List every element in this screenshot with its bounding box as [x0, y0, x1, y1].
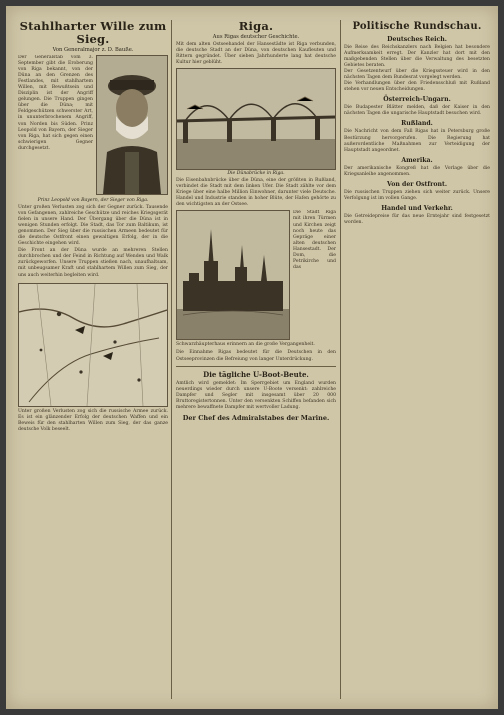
column-middle	[176, 20, 336, 699]
column-rule	[340, 20, 341, 699]
section-heading: Von der Ostfront.	[387, 180, 447, 188]
article-paragraph: Die Verhandlungen über den Friedensschluß mit Rußland stehen vor neuen Entscheidungen.	[344, 81, 490, 93]
article-paragraph: Die Budapester Blätter melden, daß der Kaiser in den nächsten Tagen die ungarische Hauptstadt besuchen wird.	[344, 105, 490, 117]
section-heading: Rußland.	[401, 120, 433, 128]
article-paragraph: Mit dem alten Ostseehandel der Hansestädte ist Riga verbunden, die deutsche Stadt an der Düna, von deutschen Kaufleuten und Rittern gegründet. Über sieben Jahrhunderte lang hat deutsche Kultur hier geblüht.	[176, 42, 336, 66]
article-title: Riga.	[238, 20, 274, 33]
article-paragraph: Der Gesetzentwurf über die Kriegssteuer wird in den nächsten Tagen dem Bundesrat vorgelegt werden.	[344, 69, 490, 81]
section-divider	[176, 366, 336, 367]
section-heading: Österreich-Ungarn.	[383, 96, 451, 104]
article-paragraph: Die Eisenbahnbrücke über die Düna, eine der größten in Rußland, verbindet die Stadt mit dem linken Ufer. Die Stadt zählte vor dem Kriege über eine halbe Million Einwohner, darunter viele Deutsche. Handel und Industrie standen in hoher Blüte, der Hafen gehörte zu den wichtigsten an der Ostsee.	[176, 178, 336, 208]
article-paragraph: Amtlich wird gemeldet: Im Sperrgebiet um England wurden neuerdings wieder durch unsere U-Boote versenkt: zahlreiche Dampfer und Segler mit insgesamt über 20 000 Bruttoregistertonnen. Unter den versenkten Schiffen befanden sich mehrere bewaffnete Dampfer mit wertvoller Ladung.	[176, 380, 336, 410]
article-paragraph: Die Reise des Reichskanzlers nach Belgien hat besondere Aufmerksamkeit erregt. Der Kanzler hat dort mit den maßgebenden Stellen über die Verwaltung des besetzten Gebietes beraten.	[344, 45, 490, 69]
portrait-image	[96, 55, 168, 195]
article-paragraph: Die russischen Truppen ziehen sich weiter zurück. Unsere Verfolgung ist im vollen Gange.	[344, 189, 490, 201]
bridge-caption: Die Dünabrücke in Riga.	[227, 171, 285, 177]
article-paragraph: Die Getreidepreise für das neue Erntejahr sind festgesetzt worden.	[344, 213, 490, 225]
article-paragraph: Die Einnahme Rigas bedeutet für die Deutschen in den Ostseeprovinzen die Befreiung von langer Unterdrückung.	[176, 350, 336, 362]
article-paragraph: Unter großen Verlusten zog sich der Gegner zurück. Tausende von Gefangenen, zahlreiche Geschütze und reiches Kriegsgerät fielen in unsere Hand. Der Übergang über die Düna ist in wenigen Stunden erfolgt. Die Stadt, das Tor zum Baltikum, ist genommen. Der Sieg über die russischen Armeen bedeutet für die deutsche Ostfront einen gewaltigen Erfolg, der in die Geschichte eingehen wird.	[18, 205, 168, 247]
column-left	[18, 20, 168, 699]
column-rule	[171, 20, 172, 699]
column-right	[344, 20, 490, 699]
article-signature: Der Chef des Admiralstabes der Marine.	[182, 413, 330, 422]
article-title: Stahlharter Wille zum Sieg.	[19, 20, 167, 46]
section-heading: Die tägliche U-Boot-Beute.	[203, 369, 309, 379]
section-heading: Deutsches Reich.	[387, 36, 447, 43]
map-image	[18, 283, 168, 407]
section-heading: Handel und Verkehr.	[381, 204, 453, 212]
article-paragraph: Die Stadt Riga mit ihren Türmen und Kirchen zeigt noch heute das Gepräge einer alten deutschen Hansestadt. Der Dom, die Petrikirche und das Schwarzhäupterhaus erinnern an die große Vergangenheit.	[176, 210, 336, 348]
city-skyline-picture	[176, 210, 290, 340]
article-paragraph: Unter großen Verlusten zog sich die russische Armee zurück. Es ist ein glänzender Erfolg der deutschen Waffen und ein Beweis für den stahlharten Willen zum Sieg, der das ganze deutsche Volk beseelt.	[18, 408, 168, 432]
article-byline: Von Generalmajor z. D. Bauße.	[52, 47, 134, 53]
section-heading: Amerika.	[401, 156, 433, 164]
newspaper-page	[6, 6, 498, 709]
bridge-picture	[176, 68, 336, 170]
article-paragraph: Der amerikanische Kongreß hat die Vorlage über die Kriegsanleihe angenommen.	[344, 165, 490, 177]
portrait-caption: Prinz Leopold von Bayern, der Sieger von Riga.	[37, 198, 149, 203]
article-paragraph: Die Front an der Düna wurde an mehreren Stellen durchbrochen und der Feind in Richtung auf Wenden und Walk zurückgeworfen. Unsere Truppen stießen nach, unaufhaltsam, mit unbeugsamer Kraft und stahlhartem Willen zum Sieg, der uns auch weiterhin begleiten wird.	[18, 248, 168, 278]
article-subtitle: Aus Rigas deutscher Geschichte.	[212, 34, 300, 40]
article-title: Politische Rundschau.	[352, 21, 482, 32]
article-paragraph: Der Generalstab vom 3. September gibt die Eroberung von Riga bekannt, von der Düna an den Grenzen des Festlandes, mit stahlhartem Willen, mit Bewußtsein und Disziplin ist der Angriff gelungen. Die Truppen gingen über die Düna; mit Feldgeschützen schwerster Art, in ununterbrochenem Angriff, von Norden bis Süden. Prinz Leopold von Bayern, der Sieger von Riga, hat sich gegen einen schwierigen Gegner durchgesetzt.	[18, 55, 93, 151]
article-paragraph: Die Nachricht von dem Fall Rigas hat in Petersburg große Bestürzung hervorgerufen. Die Regierung hat außerordentliche Maßnahmen zur Verteidigung der Hauptstadt angeordnet.	[344, 129, 490, 153]
